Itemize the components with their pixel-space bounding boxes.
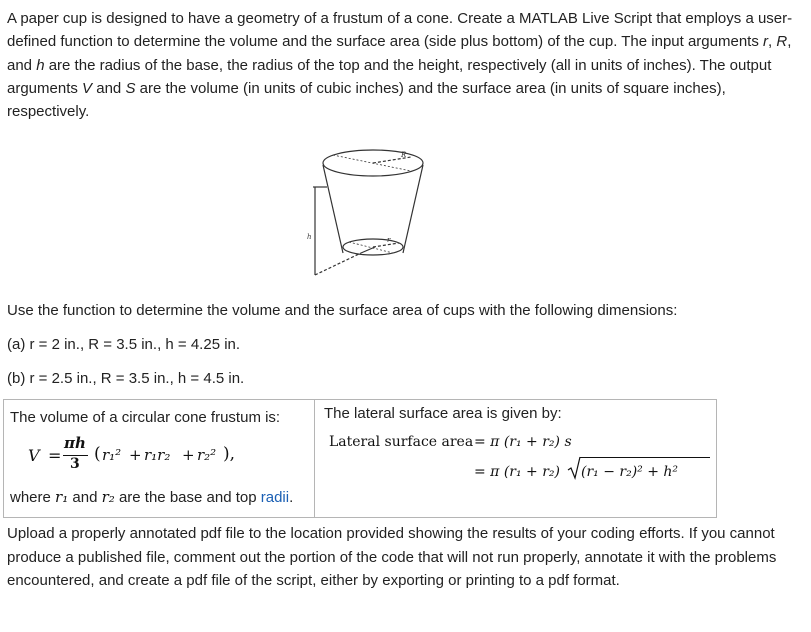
volume-cell xyxy=(3,399,315,518)
label-h: h xyxy=(307,233,312,241)
cup-left-side xyxy=(323,165,343,253)
volume-where-line xyxy=(10,488,293,506)
upload-instructions: Upload a properly annotated pdf file to the location provided showing the results of your coding efforts. If you cannot produce a published file, comment out the portion of the code that will not run properly, annotate it with the problems encountered, and create a pdf file of the script, either by exporting or printing to a pdf format. xyxy=(7,525,777,589)
var-R: R xyxy=(776,33,788,51)
sqrt-sign xyxy=(567,456,581,480)
volume-r1sq: r₁² xyxy=(102,446,122,464)
intro-sep-1: , xyxy=(768,33,777,51)
where-r1: r₁ xyxy=(55,488,69,506)
volume-r1r2: r₁r₂ xyxy=(144,446,171,464)
var-h: h xyxy=(36,56,45,74)
volume-three: 3 xyxy=(70,456,80,472)
sqrt-overline xyxy=(580,457,710,458)
intro-sep-3: and xyxy=(92,79,126,97)
where-suffix: are the base and top xyxy=(114,489,261,506)
cup-right-side xyxy=(403,165,423,253)
volume-plus-1: + xyxy=(129,446,142,464)
surface-line1-rhs: = π (r₁ + r₂) s xyxy=(474,434,572,450)
base-radius-line xyxy=(373,243,399,247)
var-V: V xyxy=(82,79,93,97)
case-a: (a) r = 2 in., R = 3.5 in., h = 4.25 in. xyxy=(7,336,241,353)
surface-line2-prefix: = π (r₁ + r₂) xyxy=(474,464,560,480)
formula-table xyxy=(3,399,717,516)
var-S: S xyxy=(125,79,136,97)
volume-r2sq: r₂² xyxy=(197,446,217,464)
volume-plus-2: + xyxy=(182,446,195,464)
var-r: r xyxy=(763,33,769,51)
surface-title: The lateral surface area is given by: xyxy=(324,405,562,422)
intro-text-2: are the radius of the base, the radius of the top and the height, respectively (all in units of inches). The output arguments xyxy=(7,56,772,97)
radii-link[interactable]: radii xyxy=(260,489,290,506)
intro-text-3: are the volume (in units of cubic inches) and the surface area (in units of square inches), respectively. xyxy=(7,79,726,121)
case-b: (b) r = 2.5 in., R = 3.5 in., h = 4.5 in. xyxy=(7,370,245,387)
where-and: and xyxy=(68,489,102,506)
frustum-cup-figure xyxy=(303,143,443,283)
volume-open-paren: ( xyxy=(94,444,101,464)
intro-sep-2: , and xyxy=(7,33,792,74)
intro-text-1: A paper cup is designed to have a geometry of a frustum of a cone. Create a MATLAB Live Script that employs a user-defined function to determine the volume and the surface area (side plus bottom) of the cup. The input arguments xyxy=(7,10,793,51)
where-period: . xyxy=(289,489,294,506)
problem-intro xyxy=(7,7,797,123)
where-prefix: where xyxy=(10,489,56,506)
volume-V: V xyxy=(28,446,40,465)
label-r: r xyxy=(387,236,391,244)
label-R: R xyxy=(401,151,407,159)
where-r2: r₂ xyxy=(101,488,115,506)
use-function-text: Use the function to determine the volume and the surface area of cups with the following dimensions: xyxy=(7,302,678,319)
volume-pi-h: πh xyxy=(64,434,86,452)
volume-title: The volume of a circular cone frustum is: xyxy=(10,409,281,426)
surface-cell xyxy=(314,399,717,518)
volume-equals: = xyxy=(48,446,62,465)
volume-close-paren: ), xyxy=(223,444,236,464)
surface-lhs: Lateral surface area xyxy=(329,434,474,450)
sqrt-inner: (r₁ − r₂)² + h² xyxy=(581,464,679,480)
